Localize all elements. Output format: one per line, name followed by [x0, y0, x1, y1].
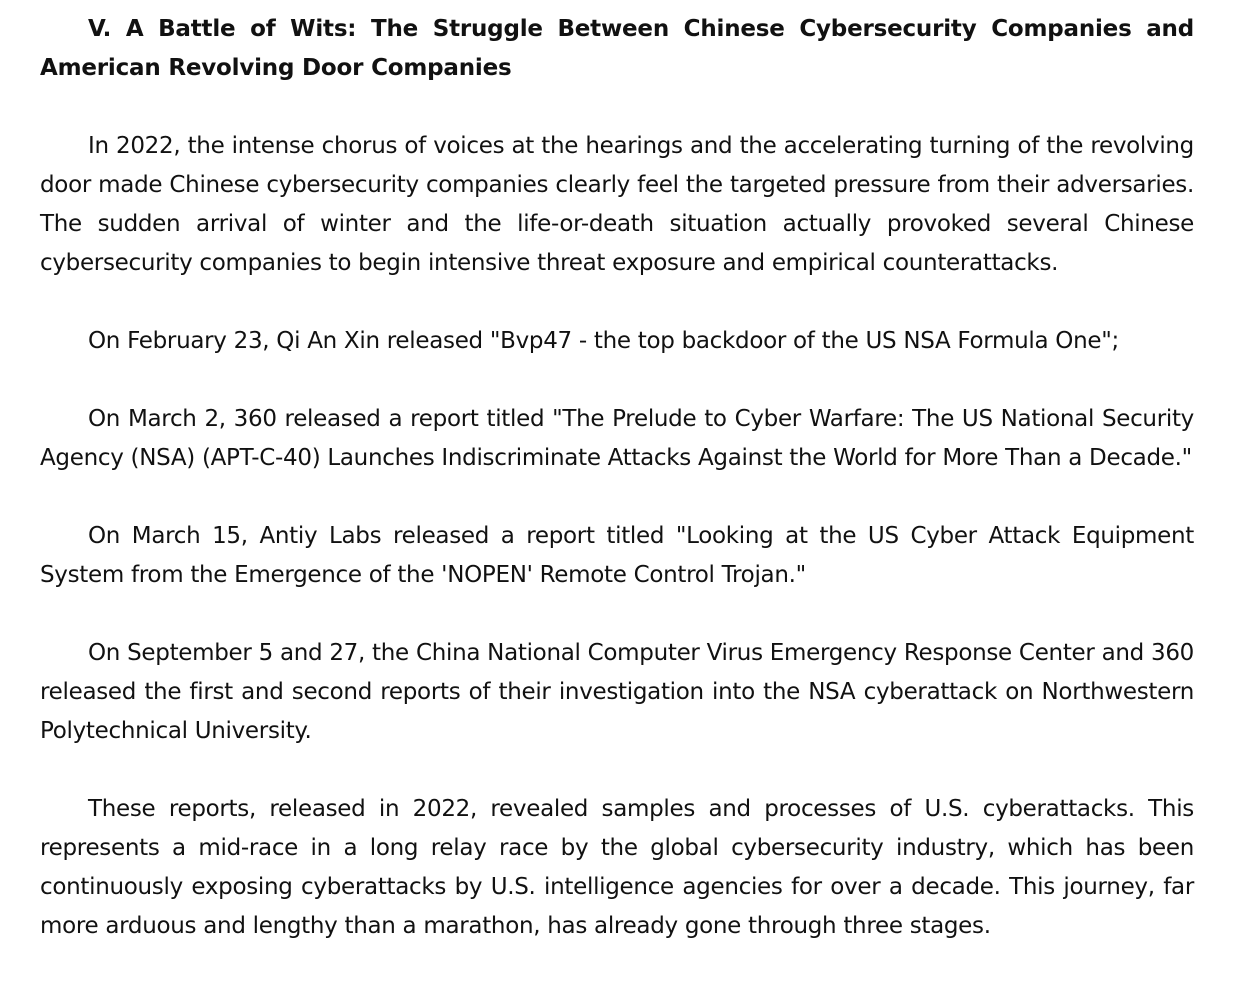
- paragraph-intro: In 2022, the intense chorus of voices at the hearings and the accelerating turning of the revolving door made Chinese cybersecurity companies clearly feel the targeted pressure from their adversaries. The sudden arrival of winter and the life-or-death situation actually provoked several Chinese cybersecurity companies to begin intensive threat exposure and empirical counterattacks.: [40, 133, 1194, 276]
- paragraph-conclusion: These reports, released in 2022, revealed samples and processes of U.S. cyberattacks. This represents a mid-race in a long relay race by the global cybersecurity industry, which has been continuously exposing cyberattacks by U.S. intelligence agencies for over a decade. This journey, far more arduous and lengthy than a marathon, has already gone through three stages.: [40, 796, 1194, 939]
- paragraph-antiy-report: On March 15, Antiy Labs released a report titled "Looking at the US Cyber Attack Equipment System from the Emergence of the 'NOPEN' Remote Control Trojan.": [40, 523, 1194, 588]
- document-body: [40, 10, 1194, 946]
- section-heading: V. A Battle of Wits: The Struggle Between Chinese Cybersecurity Companies and American Revolving Door Companies: [40, 16, 1194, 81]
- paragraph-qianxin-report: On February 23, Qi An Xin released "Bvp47 - the top backdoor of the US NSA Formula One";: [88, 328, 1119, 354]
- paragraph-cverc-report: On September 5 and 27, the China National Computer Virus Emergency Response Center and 360 released the first and second reports of their investigation into the NSA cyberattack on Northwestern Polytechnical University.: [40, 640, 1194, 744]
- paragraph-360-report: On March 2, 360 released a report titled "The Prelude to Cyber Warfare: The US National Security Agency (NSA) (APT-C-40) Launches Indiscriminate Attacks Against the World for More Than a Decade.": [40, 406, 1194, 471]
